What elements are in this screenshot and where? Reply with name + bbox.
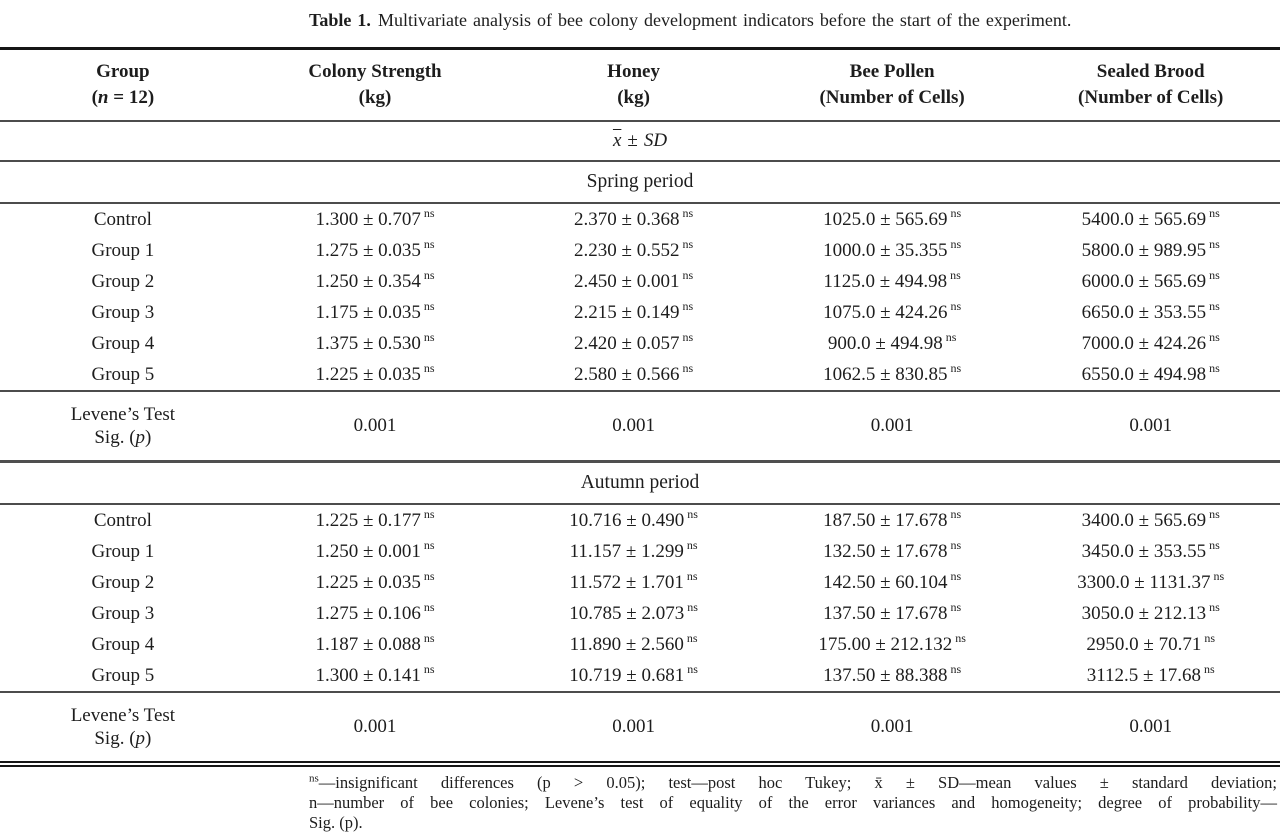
value-text: 1.300 ± 0.141 bbox=[315, 665, 421, 686]
ns-superscript: ns bbox=[1209, 329, 1220, 344]
value-text: 6550.0 ± 494.98 bbox=[1081, 364, 1207, 385]
levene-value: 0.001 bbox=[612, 716, 655, 737]
row-label: Group 1 bbox=[91, 541, 155, 562]
value-text: 1000.0 ± 35.355 bbox=[823, 240, 948, 261]
footnote-line-1-text: —insignificant differences (p > 0.05); test—post hoc Tukey; x̄ ± SD—mean values ± standard deviation; bbox=[318, 773, 1277, 792]
col-header-line2: (kg) bbox=[617, 87, 650, 108]
ns-superscript: ns bbox=[423, 661, 435, 676]
value-cell bbox=[246, 660, 505, 692]
ns-superscript: ns bbox=[950, 599, 962, 614]
ns-superscript: ns bbox=[1203, 661, 1215, 676]
ns-superscript: ns bbox=[950, 298, 962, 313]
levene-label bbox=[0, 692, 246, 764]
ns-superscript: ns bbox=[423, 267, 435, 282]
ns-superscript: ns bbox=[686, 537, 698, 552]
col-header-bee-pollen bbox=[763, 49, 1022, 122]
value-cell bbox=[1021, 266, 1280, 297]
table-row bbox=[0, 235, 1280, 266]
ns-superscript: ns bbox=[950, 568, 962, 583]
value-text: 1.225 ± 0.177 bbox=[315, 510, 421, 531]
ns-superscript: ns bbox=[1213, 568, 1225, 583]
value-cell bbox=[763, 660, 1022, 692]
value-text: 7000.0 ± 424.26 bbox=[1081, 333, 1207, 354]
levene-label-line2 bbox=[0, 727, 246, 750]
ns-superscript: ns bbox=[423, 599, 435, 614]
ns-superscript: ns bbox=[423, 506, 435, 521]
value-cell bbox=[504, 328, 763, 359]
ns-superscript: ns bbox=[950, 267, 961, 282]
levene-value: 0.001 bbox=[1129, 716, 1173, 737]
ns-superscript: ns bbox=[423, 568, 435, 583]
value-cell bbox=[504, 598, 763, 629]
table-caption-label: Table 1. bbox=[309, 10, 371, 30]
col-header-sealed-brood bbox=[1021, 49, 1280, 122]
value-cell bbox=[763, 297, 1022, 328]
value-cell bbox=[246, 297, 505, 328]
col-header-line1: Colony Strength bbox=[308, 61, 442, 82]
ns-superscript: ns bbox=[682, 267, 694, 282]
value-cell bbox=[1021, 328, 1280, 359]
value-text: 1125.0 ± 494.98 bbox=[823, 271, 948, 292]
ns-superscript: ns bbox=[1209, 360, 1220, 375]
ns-superscript: ns bbox=[682, 236, 694, 251]
group-n-suffix: = 12) bbox=[108, 87, 155, 108]
levene-value: 0.001 bbox=[353, 716, 397, 737]
value-cell bbox=[763, 504, 1022, 536]
ns-superscript: ns bbox=[309, 772, 319, 785]
row-label: Group 2 bbox=[91, 572, 155, 593]
footnote-line-3: Sig. (p). bbox=[309, 813, 363, 832]
value-text: 2.370 ± 0.368 bbox=[574, 209, 680, 230]
value-cell bbox=[246, 629, 505, 660]
value-cell bbox=[1021, 536, 1280, 567]
ns-superscript: ns bbox=[687, 506, 698, 521]
value-text: 1062.5 ± 830.85 bbox=[823, 364, 948, 385]
value-text: 5800.0 ± 989.95 bbox=[1081, 240, 1207, 261]
ns-superscript: ns bbox=[950, 537, 962, 552]
ns-superscript: ns bbox=[1209, 236, 1220, 251]
ns-superscript: ns bbox=[955, 630, 966, 645]
value-cell bbox=[763, 235, 1022, 266]
value-text: 3112.5 ± 17.68 bbox=[1086, 665, 1201, 686]
footnote-line-1 bbox=[309, 773, 1277, 793]
levene-test-row bbox=[0, 391, 1280, 462]
ns-superscript: ns bbox=[1204, 630, 1215, 645]
value-text: 142.50 ± 60.104 bbox=[823, 572, 948, 593]
stat-header-row bbox=[0, 121, 1280, 161]
value-text: 175.00 ± 212.132 bbox=[818, 634, 953, 655]
ns-superscript: ns bbox=[945, 329, 957, 344]
value-text: 1.300 ± 0.707 bbox=[315, 209, 421, 230]
footnote-line-2: n—number of bee colonies; Levene’s test of equality of the error variances and homogeneity; degree of probability— bbox=[309, 793, 1277, 812]
table-row bbox=[0, 504, 1280, 536]
ns-superscript: ns bbox=[423, 360, 435, 375]
col-header-line2: (Number of Cells) bbox=[1078, 87, 1224, 108]
ns-superscript: ns bbox=[682, 298, 694, 313]
value-text: 2.580 ± 0.566 bbox=[574, 364, 680, 385]
row-label: Control bbox=[93, 510, 152, 531]
value-cell bbox=[504, 629, 763, 660]
ns-superscript: ns bbox=[950, 360, 962, 375]
levene-sig-prefix: Sig. ( bbox=[94, 728, 136, 749]
value-cell bbox=[763, 598, 1022, 629]
value-text: 1.175 ± 0.035 bbox=[315, 302, 421, 323]
value-text: 3450.0 ± 353.55 bbox=[1081, 541, 1207, 562]
value-cell bbox=[1021, 598, 1280, 629]
ns-superscript: ns bbox=[1209, 537, 1220, 552]
season-header-row bbox=[0, 161, 1280, 203]
value-text: 2.230 ± 0.552 bbox=[574, 240, 680, 261]
value-text: 1.275 ± 0.106 bbox=[315, 603, 421, 624]
table-row bbox=[0, 266, 1280, 297]
value-cell bbox=[504, 297, 763, 328]
ns-superscript: ns bbox=[423, 205, 435, 220]
value-cell bbox=[763, 328, 1022, 359]
mean-symbol: $\overline{x}$ bbox=[612, 130, 622, 151]
season-header-row bbox=[0, 462, 1280, 505]
value-text: 132.50 ± 17.678 bbox=[823, 541, 948, 562]
value-text: 1.250 ± 0.001 bbox=[315, 541, 421, 562]
value-cell bbox=[1021, 504, 1280, 536]
levene-p-symbol: p bbox=[135, 728, 146, 749]
levene-p-symbol: p bbox=[135, 427, 146, 448]
value-cell bbox=[504, 567, 763, 598]
value-text: 137.50 ± 17.678 bbox=[823, 603, 948, 624]
value-cell bbox=[504, 536, 763, 567]
value-text: 11.572 ± 1.701 bbox=[569, 572, 684, 593]
ns-superscript: ns bbox=[682, 205, 694, 220]
value-cell bbox=[763, 203, 1022, 235]
value-cell bbox=[504, 504, 763, 536]
levene-sig-suffix: ) bbox=[145, 427, 152, 448]
value-text: 11.890 ± 2.560 bbox=[569, 634, 684, 655]
col-header-group-line1: Group bbox=[96, 61, 150, 82]
table-row bbox=[0, 536, 1280, 567]
value-cell bbox=[1021, 567, 1280, 598]
value-cell bbox=[504, 359, 763, 391]
value-cell bbox=[504, 660, 763, 692]
value-text: 2.420 ± 0.057 bbox=[574, 333, 680, 354]
value-cell bbox=[763, 567, 1022, 598]
row-label: Group 1 bbox=[91, 240, 155, 261]
value-text: 900.0 ± 494.98 bbox=[827, 333, 943, 354]
value-text: 1025.0 ± 565.69 bbox=[823, 209, 948, 230]
value-text: 10.785 ± 2.073 bbox=[569, 603, 685, 624]
table-footnote bbox=[309, 773, 1277, 833]
value-cell bbox=[763, 629, 1022, 660]
table-caption bbox=[309, 8, 1276, 32]
value-text: 2950.0 ± 70.71 bbox=[1086, 634, 1202, 655]
row-label: Group 2 bbox=[91, 271, 155, 292]
value-cell bbox=[246, 203, 505, 235]
value-cell bbox=[504, 266, 763, 297]
ns-superscript: ns bbox=[1209, 599, 1220, 614]
levene-label bbox=[0, 391, 246, 462]
table-row bbox=[0, 203, 1280, 235]
value-cell bbox=[246, 266, 505, 297]
ns-superscript: ns bbox=[423, 236, 435, 251]
value-text: 137.50 ± 88.388 bbox=[823, 665, 948, 686]
row-label: Group 3 bbox=[91, 603, 155, 624]
value-text: 1.375 ± 0.530 bbox=[315, 333, 421, 354]
row-label: Group 4 bbox=[91, 333, 155, 354]
table-row bbox=[0, 629, 1280, 660]
ns-superscript: ns bbox=[423, 630, 435, 645]
value-text: 1.275 ± 0.035 bbox=[315, 240, 421, 261]
ns-superscript: ns bbox=[950, 661, 962, 676]
value-cell bbox=[246, 536, 505, 567]
row-label: Group 5 bbox=[91, 364, 155, 385]
levene-label-line1: Levene’s Test bbox=[70, 404, 176, 425]
value-cell bbox=[1021, 629, 1280, 660]
table-header-row bbox=[0, 49, 1280, 122]
value-text: 6650.0 ± 353.55 bbox=[1081, 302, 1207, 323]
levene-sig-suffix: ) bbox=[145, 728, 152, 749]
col-header-colony-strength bbox=[246, 49, 505, 122]
levene-label-line2 bbox=[0, 426, 246, 449]
ns-superscript: ns bbox=[950, 236, 962, 251]
value-cell bbox=[246, 328, 505, 359]
ns-superscript: ns bbox=[686, 630, 698, 645]
ns-superscript: ns bbox=[1209, 298, 1220, 313]
group-n-prefix: ( bbox=[91, 87, 98, 108]
row-label: Group 5 bbox=[91, 665, 155, 686]
ns-superscript: ns bbox=[423, 298, 435, 313]
data-table bbox=[0, 47, 1280, 767]
value-text: 2.450 ± 0.001 bbox=[574, 271, 680, 292]
ns-superscript: ns bbox=[950, 205, 962, 220]
plus-minus-symbol: ± bbox=[627, 130, 638, 151]
value-cell bbox=[246, 359, 505, 391]
value-text: 1.225 ± 0.035 bbox=[315, 364, 421, 385]
table-body bbox=[0, 161, 1280, 764]
value-text: 3400.0 ± 565.69 bbox=[1081, 510, 1207, 531]
levene-value: 0.001 bbox=[870, 716, 914, 737]
value-cell bbox=[246, 567, 505, 598]
col-header-line1: Honey bbox=[607, 61, 660, 82]
table-caption-text: Multivariate analysis of bee colony development indicators before the start of the experiment. bbox=[378, 10, 1072, 30]
levene-sig-prefix: Sig. ( bbox=[94, 427, 136, 448]
levene-value: 0.001 bbox=[1129, 415, 1173, 436]
value-cell bbox=[246, 598, 505, 629]
table-row bbox=[0, 598, 1280, 629]
value-text: 1.250 ± 0.354 bbox=[315, 271, 421, 292]
ns-superscript: ns bbox=[682, 360, 694, 375]
ns-superscript: ns bbox=[687, 599, 698, 614]
col-header-line2: (Number of Cells) bbox=[819, 87, 965, 108]
ns-superscript: ns bbox=[1209, 506, 1220, 521]
levene-value: 0.001 bbox=[353, 415, 397, 436]
ns-superscript: ns bbox=[686, 568, 698, 583]
sd-symbol: SD bbox=[643, 130, 668, 151]
group-n-symbol: n bbox=[97, 87, 109, 108]
ns-superscript: ns bbox=[423, 537, 435, 552]
value-cell bbox=[504, 203, 763, 235]
value-cell bbox=[504, 235, 763, 266]
value-text: 2.215 ± 0.149 bbox=[574, 302, 680, 323]
levene-value: 0.001 bbox=[870, 415, 914, 436]
col-header-group-line2 bbox=[4, 85, 242, 111]
table-row bbox=[0, 567, 1280, 598]
value-cell bbox=[1021, 359, 1280, 391]
value-text: 10.716 ± 0.490 bbox=[569, 510, 685, 531]
levene-test-row bbox=[0, 692, 1280, 764]
ns-superscript: ns bbox=[1209, 205, 1220, 220]
value-text: 187.50 ± 17.678 bbox=[823, 510, 948, 531]
row-label: Control bbox=[93, 209, 152, 230]
levene-value: 0.001 bbox=[612, 415, 655, 436]
value-text: 10.719 ± 0.681 bbox=[569, 665, 685, 686]
col-header-line2: (kg) bbox=[358, 87, 392, 108]
value-cell bbox=[246, 235, 505, 266]
table-row bbox=[0, 328, 1280, 359]
value-cell bbox=[1021, 235, 1280, 266]
value-text: 1075.0 ± 424.26 bbox=[823, 302, 948, 323]
ns-superscript: ns bbox=[423, 329, 435, 344]
value-cell bbox=[763, 266, 1022, 297]
col-header-honey bbox=[504, 49, 763, 122]
value-cell bbox=[1021, 297, 1280, 328]
value-cell bbox=[763, 536, 1022, 567]
value-text: 1.187 ± 0.088 bbox=[315, 634, 421, 655]
levene-label-line1: Levene’s Test bbox=[70, 705, 176, 726]
table-row bbox=[0, 297, 1280, 328]
value-text: 3300.0 ± 1131.37 bbox=[1077, 572, 1211, 593]
ns-superscript: ns bbox=[682, 329, 694, 344]
col-header-line1: Bee Pollen bbox=[849, 61, 935, 82]
table-row bbox=[0, 660, 1280, 692]
row-label: Group 4 bbox=[91, 634, 155, 655]
value-text: 6000.0 ± 565.69 bbox=[1081, 271, 1207, 292]
value-text: 11.157 ± 1.299 bbox=[569, 541, 684, 562]
col-header-group bbox=[0, 49, 246, 122]
value-text: 5400.0 ± 565.69 bbox=[1081, 209, 1207, 230]
ns-superscript: ns bbox=[950, 506, 962, 521]
ns-superscript: ns bbox=[687, 661, 698, 676]
table-head bbox=[0, 49, 1280, 162]
ns-superscript: ns bbox=[1209, 267, 1220, 282]
value-cell bbox=[1021, 203, 1280, 235]
value-text: 3050.0 ± 212.13 bbox=[1081, 603, 1207, 624]
value-cell bbox=[1021, 660, 1280, 692]
value-cell bbox=[763, 359, 1022, 391]
col-header-line1: Sealed Brood bbox=[1096, 61, 1205, 82]
table-row bbox=[0, 359, 1280, 391]
value-cell bbox=[246, 504, 505, 536]
season-title: Autumn period bbox=[580, 472, 700, 493]
season-title: Spring period bbox=[586, 171, 694, 192]
row-label: Group 3 bbox=[91, 302, 155, 323]
stat-header-cell bbox=[0, 121, 1280, 161]
value-text: 1.225 ± 0.035 bbox=[315, 572, 421, 593]
